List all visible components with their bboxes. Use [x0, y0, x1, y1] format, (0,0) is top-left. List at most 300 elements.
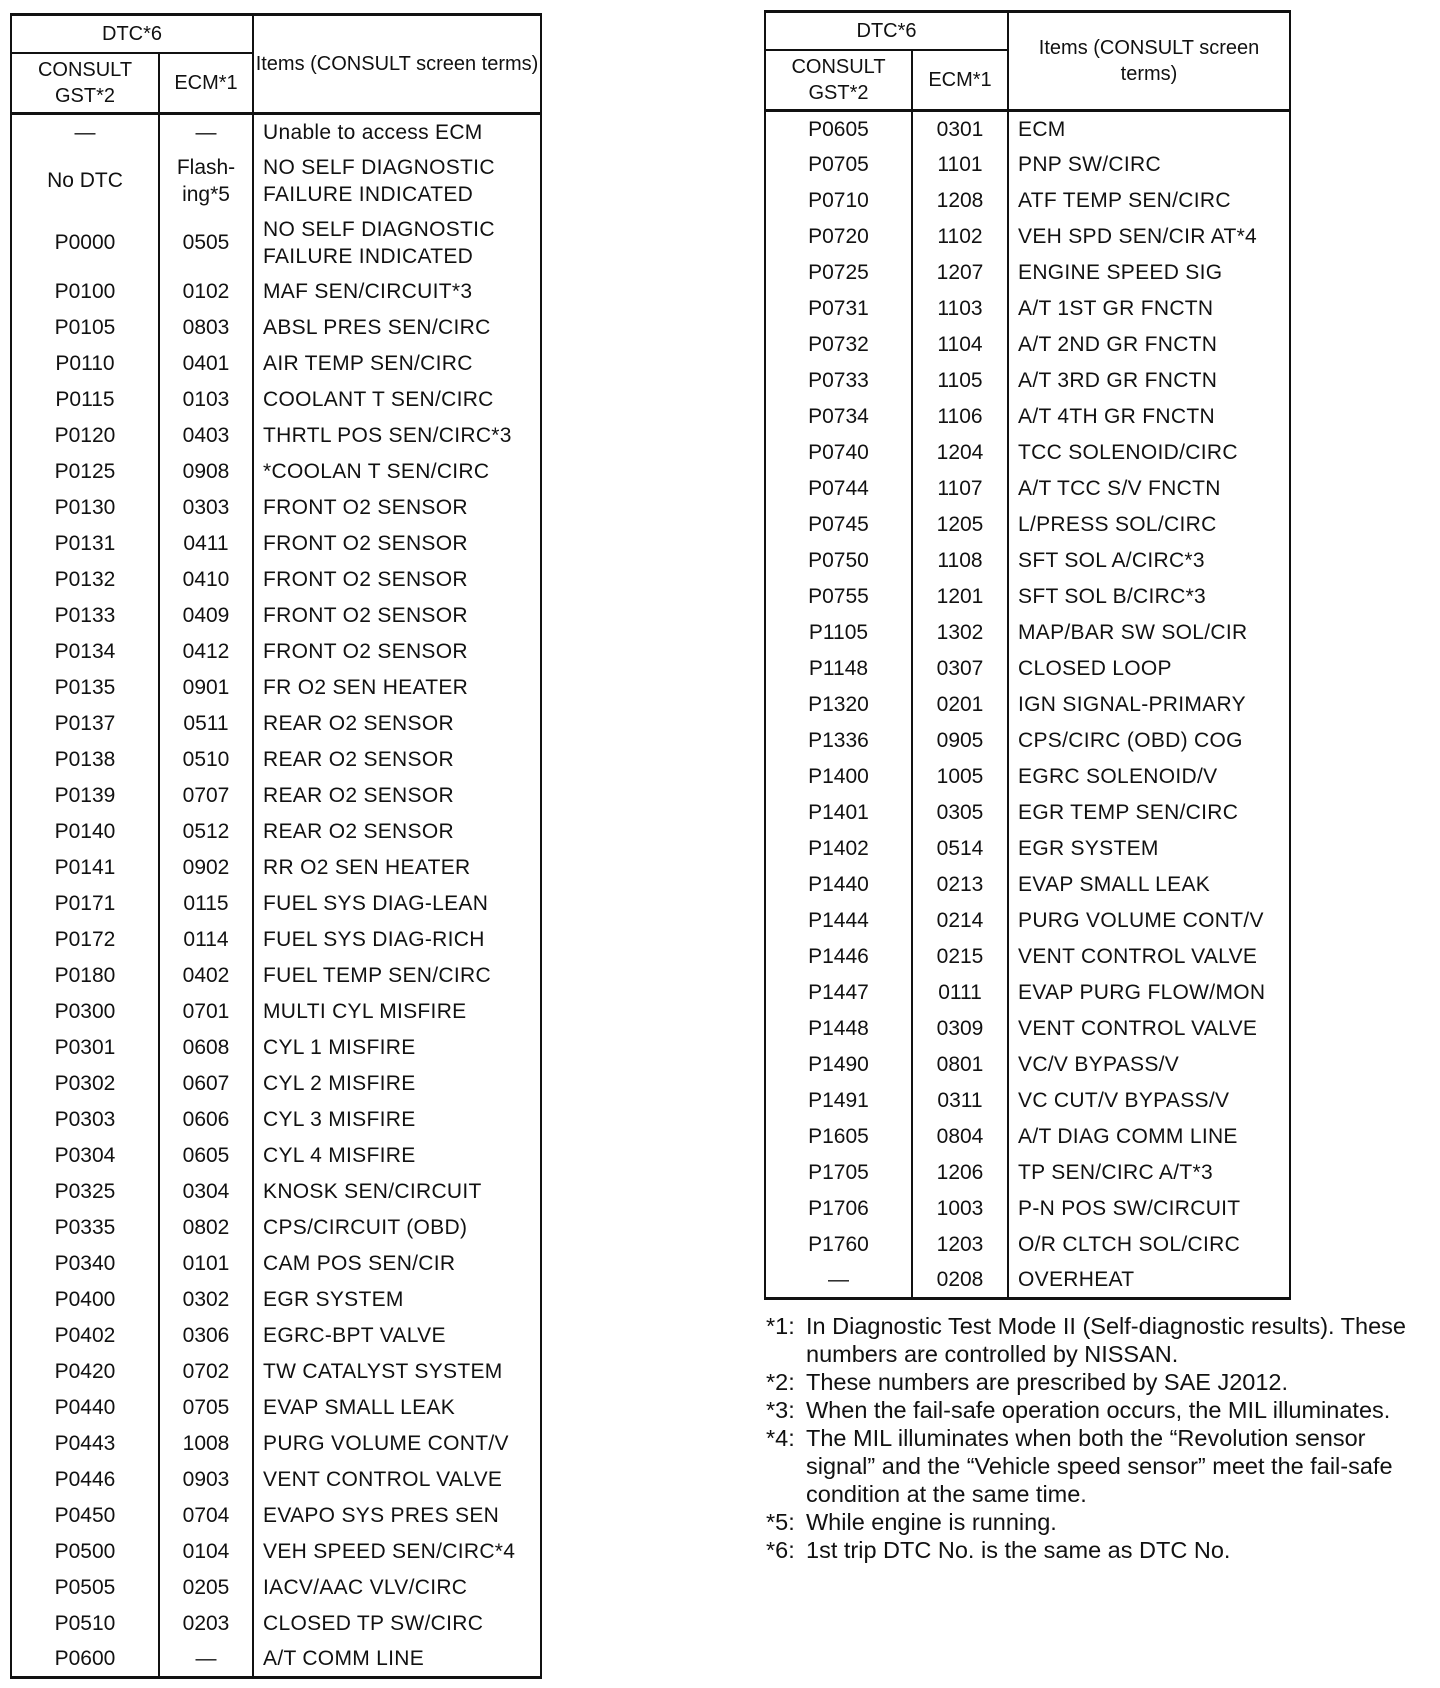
ecm-cell: 0205 — [159, 1570, 253, 1606]
consult-cell: P0000 — [11, 212, 159, 274]
consult-cell: P1705 — [765, 1155, 912, 1191]
item-cell: SFT SOL B/CIRC*3 — [1008, 579, 1290, 615]
table-row — [765, 399, 1290, 435]
consult-cell: P0440 — [11, 1390, 159, 1426]
consult-cell: P0325 — [11, 1174, 159, 1210]
item-cell: Unable to access ECM — [253, 114, 541, 150]
consult-cell: P1320 — [765, 687, 912, 723]
table-row — [765, 1011, 1290, 1047]
item-cell: TCC SOLENOID/CIRC — [1008, 435, 1290, 471]
ecm-cell: 1003 — [912, 1191, 1008, 1227]
table-row — [765, 507, 1290, 543]
consult-cell: P0745 — [765, 507, 912, 543]
item-cell: CYL 3 MISFIRE — [253, 1102, 541, 1138]
ecm-cell: — — [159, 114, 253, 150]
consult-cell: P0340 — [11, 1246, 159, 1282]
consult-cell: No DTC — [11, 150, 159, 212]
table-row — [765, 1047, 1290, 1083]
consult-cell: P1336 — [765, 723, 912, 759]
consult-cell: P0120 — [11, 418, 159, 454]
table-row — [11, 1318, 541, 1354]
item-cell: A/T 4TH GR FNCTN — [1008, 399, 1290, 435]
consult-cell: P0734 — [765, 399, 912, 435]
ecm-cell: 0514 — [912, 831, 1008, 867]
consult-cell: P0720 — [765, 219, 912, 255]
item-cell: ENGINE SPEED SIG — [1008, 255, 1290, 291]
consult-cell: P0180 — [11, 958, 159, 994]
footnote-mark: *1: — [766, 1313, 795, 1339]
table-row — [11, 310, 541, 346]
consult-cell: P1402 — [765, 831, 912, 867]
ecm-cell: 0705 — [159, 1390, 253, 1426]
table-row — [11, 562, 541, 598]
consult-cell: P0443 — [11, 1426, 159, 1462]
table-row — [11, 1462, 541, 1498]
item-cell: CPS/CIRC (OBD) COG — [1008, 723, 1290, 759]
item-cell: PURG VOLUME CONT/V — [1008, 903, 1290, 939]
consult-cell: P1148 — [765, 651, 912, 687]
consult-cell: P1444 — [765, 903, 912, 939]
consult-cell: P0133 — [11, 598, 159, 634]
footnote-text: The MIL illuminates when both the “Revolution sensor signal” and the “Vehicle speed sensor” meet the fail-safe condition at the same time. — [806, 1425, 1393, 1507]
item-cell: REAR O2 SENSOR — [253, 706, 541, 742]
consult-cell: P1447 — [765, 975, 912, 1011]
footnote-text: 1st trip DTC No. is the same as DTC No. — [806, 1537, 1231, 1563]
consult-cell: P1400 — [765, 759, 912, 795]
ecm-cell: 1105 — [912, 363, 1008, 399]
table-row — [765, 579, 1290, 615]
ecm-cell: 0411 — [159, 526, 253, 562]
table-row — [765, 183, 1290, 219]
item-cell: FUEL SYS DIAG-LEAN — [253, 886, 541, 922]
table-row — [11, 490, 541, 526]
consult-cell: P0301 — [11, 1030, 159, 1066]
table-row — [11, 1246, 541, 1282]
item-cell: VC CUT/V BYPASS/V — [1008, 1083, 1290, 1119]
consult-cell: P1446 — [765, 939, 912, 975]
ecm-cell: 0214 — [912, 903, 1008, 939]
footnote-text: When the fail-safe operation occurs, the MIL illuminates. — [806, 1397, 1391, 1423]
ecm-cell: 0702 — [159, 1354, 253, 1390]
item-cell: A/T 2ND GR FNCTN — [1008, 327, 1290, 363]
consult-cell: P0420 — [11, 1354, 159, 1390]
table-row — [765, 723, 1290, 759]
item-cell: PURG VOLUME CONT/V — [253, 1426, 541, 1462]
table-row — [11, 418, 541, 454]
consult-cell: P0732 — [765, 327, 912, 363]
item-cell: NO SELF DIAGNOSTIC FAILURE INDICATED — [253, 150, 541, 212]
ecm-cell: 0213 — [912, 867, 1008, 903]
items-header: Items (CONSULT screen terms) — [253, 15, 541, 114]
ecm-cell: 0303 — [159, 490, 253, 526]
item-cell: FRONT O2 SENSOR — [253, 598, 541, 634]
ecm-cell: 1108 — [912, 543, 1008, 579]
ecm-cell: Flash- ing*5 — [159, 150, 253, 212]
consult-cell: P0110 — [11, 346, 159, 382]
footnote — [766, 1368, 1430, 1396]
item-cell: ECM — [1008, 111, 1290, 147]
item-cell: EVAP SMALL LEAK — [253, 1390, 541, 1426]
consult-cell: P0335 — [11, 1210, 159, 1246]
consult-cell: P0505 — [11, 1570, 159, 1606]
ecm-cell: 1207 — [912, 255, 1008, 291]
consult-cell: P0705 — [765, 147, 912, 183]
ecm-cell: 0311 — [912, 1083, 1008, 1119]
footnote — [766, 1396, 1430, 1424]
consult-cell: P0132 — [11, 562, 159, 598]
table-row — [765, 1191, 1290, 1227]
table-row — [765, 1119, 1290, 1155]
ecm-cell: 0306 — [159, 1318, 253, 1354]
table-row — [765, 291, 1290, 327]
ecm-cell: 0215 — [912, 939, 1008, 975]
consult-cell: P0510 — [11, 1606, 159, 1642]
consult-cell: P0105 — [11, 310, 159, 346]
consult-cell: P0115 — [11, 382, 159, 418]
ecm-cell: 1107 — [912, 471, 1008, 507]
table-row — [11, 1282, 541, 1318]
ecm-header: ECM*1 — [159, 53, 253, 114]
item-cell: MAF SEN/CIRCUIT*3 — [253, 274, 541, 310]
footnote-mark: *2: — [766, 1369, 795, 1395]
table-row — [765, 831, 1290, 867]
consult-header: CONSULT GST*2 — [11, 53, 159, 114]
footnote — [766, 1424, 1430, 1508]
consult-cell: P0740 — [765, 435, 912, 471]
consult-cell: P0304 — [11, 1138, 159, 1174]
item-cell: NO SELF DIAGNOSTIC FAILURE INDICATED — [253, 212, 541, 274]
table-row — [11, 994, 541, 1030]
item-cell: O/R CLTCH SOL/CIRC — [1008, 1227, 1290, 1263]
ecm-cell: 0801 — [912, 1047, 1008, 1083]
ecm-cell: 1208 — [912, 183, 1008, 219]
footnote — [766, 1536, 1430, 1564]
consult-cell: P0131 — [11, 526, 159, 562]
table-row — [765, 1083, 1290, 1119]
footnote-text: These numbers are prescribed by SAE J2012. — [806, 1369, 1289, 1395]
consult-cell: P0138 — [11, 742, 159, 778]
table-row — [765, 111, 1290, 147]
table-row — [765, 147, 1290, 183]
table-row — [765, 867, 1290, 903]
consult-cell: P1440 — [765, 867, 912, 903]
item-cell: VENT CONTROL VALVE — [1008, 939, 1290, 975]
ecm-cell: 0608 — [159, 1030, 253, 1066]
item-cell: MULTI CYL MISFIRE — [253, 994, 541, 1030]
consult-cell: P0605 — [765, 111, 912, 147]
item-cell: EGR SYSTEM — [253, 1282, 541, 1318]
item-cell: ABSL PRES SEN/CIRC — [253, 310, 541, 346]
item-cell: CYL 4 MISFIRE — [253, 1138, 541, 1174]
consult-cell: P0130 — [11, 490, 159, 526]
footnote-mark: *5: — [766, 1509, 795, 1535]
item-cell: VC/V BYPASS/V — [1008, 1047, 1290, 1083]
consult-cell: P1605 — [765, 1119, 912, 1155]
item-cell: CAM POS SEN/CIR — [253, 1246, 541, 1282]
ecm-cell: 1203 — [912, 1227, 1008, 1263]
item-cell: CYL 1 MISFIRE — [253, 1030, 541, 1066]
ecm-cell: 0301 — [912, 111, 1008, 147]
item-cell: EGRC-BPT VALVE — [253, 1318, 541, 1354]
ecm-cell: 0403 — [159, 418, 253, 454]
ecm-cell: 1201 — [912, 579, 1008, 615]
item-cell: EVAP PURG FLOW/MON — [1008, 975, 1290, 1011]
consult-cell: P0725 — [765, 255, 912, 291]
ecm-cell: 0903 — [159, 1462, 253, 1498]
consult-cell: P0137 — [11, 706, 159, 742]
consult-cell: P0139 — [11, 778, 159, 814]
item-cell: CLOSED TP SW/CIRC — [253, 1606, 541, 1642]
item-cell: REAR O2 SENSOR — [253, 778, 541, 814]
table-row — [11, 742, 541, 778]
ecm-cell: 0101 — [159, 1246, 253, 1282]
table-row — [765, 219, 1290, 255]
consult-cell: P0500 — [11, 1534, 159, 1570]
ecm-cell: 0901 — [159, 670, 253, 706]
ecm-cell: 0701 — [159, 994, 253, 1030]
consult-cell: P0600 — [11, 1642, 159, 1678]
item-cell: A/T 1ST GR FNCTN — [1008, 291, 1290, 327]
consult-cell: P0733 — [765, 363, 912, 399]
dtc-header: DTC*6 — [765, 12, 1008, 51]
ecm-cell: 0401 — [159, 346, 253, 382]
consult-cell: P0303 — [11, 1102, 159, 1138]
ecm-cell: 0305 — [912, 795, 1008, 831]
table-row — [765, 471, 1290, 507]
table-row — [11, 886, 541, 922]
ecm-cell: 0908 — [159, 454, 253, 490]
items-header: Items (CONSULT screen terms) — [1008, 12, 1290, 111]
item-cell: KNOSK SEN/CIRCUIT — [253, 1174, 541, 1210]
item-cell: EGRC SOLENOID/V — [1008, 759, 1290, 795]
item-cell: IACV/AAC VLV/CIRC — [253, 1570, 541, 1606]
ecm-header: ECM*1 — [912, 50, 1008, 111]
ecm-cell: 0104 — [159, 1534, 253, 1570]
ecm-cell: 1302 — [912, 615, 1008, 651]
footnote-mark: *3: — [766, 1397, 795, 1423]
footnote-text: In Diagnostic Test Mode II (Self-diagnostic results). These numbers are controlled by NISSAN. — [806, 1313, 1406, 1367]
ecm-cell: 0505 — [159, 212, 253, 274]
consult-cell: P0400 — [11, 1282, 159, 1318]
ecm-cell: 0114 — [159, 922, 253, 958]
consult-header: CONSULT GST*2 — [765, 50, 912, 111]
ecm-cell: 0304 — [159, 1174, 253, 1210]
item-cell: PNP SW/CIRC — [1008, 147, 1290, 183]
item-cell: RR O2 SEN HEATER — [253, 850, 541, 886]
ecm-cell: 0409 — [159, 598, 253, 634]
ecm-cell: 0412 — [159, 634, 253, 670]
item-cell: FRONT O2 SENSOR — [253, 634, 541, 670]
item-cell: *COOLAN T SEN/CIRC — [253, 454, 541, 490]
ecm-cell: 0102 — [159, 274, 253, 310]
ecm-cell: 0103 — [159, 382, 253, 418]
table-row — [765, 903, 1290, 939]
table-row — [11, 814, 541, 850]
ecm-cell: 1106 — [912, 399, 1008, 435]
table-row — [11, 1210, 541, 1246]
item-cell: FRONT O2 SENSOR — [253, 526, 541, 562]
consult-cell: P0750 — [765, 543, 912, 579]
consult-cell: P0755 — [765, 579, 912, 615]
table-row — [11, 1138, 541, 1174]
table-row — [765, 255, 1290, 291]
ecm-cell: — — [159, 1642, 253, 1678]
item-cell: A/T 3RD GR FNCTN — [1008, 363, 1290, 399]
item-cell: VENT CONTROL VALVE — [253, 1462, 541, 1498]
item-cell: TP SEN/CIRC A/T*3 — [1008, 1155, 1290, 1191]
dtc-header: DTC*6 — [11, 15, 253, 54]
table-row — [11, 346, 541, 382]
table-row — [765, 939, 1290, 975]
table-row — [11, 778, 541, 814]
consult-cell: P0141 — [11, 850, 159, 886]
table-row — [765, 1263, 1290, 1299]
item-cell: EVAPO SYS PRES SEN — [253, 1498, 541, 1534]
ecm-cell: 0804 — [912, 1119, 1008, 1155]
table-row — [11, 670, 541, 706]
table-row — [11, 850, 541, 886]
item-cell: COOLANT T SEN/CIRC — [253, 382, 541, 418]
item-cell: AIR TEMP SEN/CIRC — [253, 346, 541, 382]
table-row — [11, 212, 541, 274]
ecm-cell: 0510 — [159, 742, 253, 778]
item-cell: CLOSED LOOP — [1008, 651, 1290, 687]
item-cell: SFT SOL A/CIRC*3 — [1008, 543, 1290, 579]
item-cell: A/T COMM LINE — [253, 1642, 541, 1678]
table-row — [11, 634, 541, 670]
item-cell: REAR O2 SENSOR — [253, 814, 541, 850]
table-row — [11, 1498, 541, 1534]
table-row — [11, 706, 541, 742]
ecm-cell: 1102 — [912, 219, 1008, 255]
ecm-cell: 0309 — [912, 1011, 1008, 1047]
item-cell: A/T DIAG COMM LINE — [1008, 1119, 1290, 1155]
consult-cell: P0140 — [11, 814, 159, 850]
ecm-cell: 0902 — [159, 850, 253, 886]
table-row — [11, 526, 541, 562]
item-cell: VENT CONTROL VALVE — [1008, 1011, 1290, 1047]
consult-cell: P1760 — [765, 1227, 912, 1263]
consult-cell: P0450 — [11, 1498, 159, 1534]
consult-cell: P0300 — [11, 994, 159, 1030]
ecm-cell: 1204 — [912, 435, 1008, 471]
consult-cell: P0731 — [765, 291, 912, 327]
table-row — [11, 1606, 541, 1642]
ecm-cell: 0203 — [159, 1606, 253, 1642]
item-cell: VEH SPD SEN/CIR AT*4 — [1008, 219, 1290, 255]
footnote — [766, 1508, 1430, 1536]
ecm-cell: 0208 — [912, 1263, 1008, 1299]
table-row — [11, 274, 541, 310]
ecm-cell: 0402 — [159, 958, 253, 994]
item-cell: MAP/BAR SW SOL/CIR — [1008, 615, 1290, 651]
table-row — [765, 615, 1290, 651]
table-row — [765, 1227, 1290, 1263]
table-row — [765, 759, 1290, 795]
ecm-cell: 1005 — [912, 759, 1008, 795]
item-cell: FUEL TEMP SEN/CIRC — [253, 958, 541, 994]
table-row — [11, 1174, 541, 1210]
ecm-cell: 0111 — [912, 975, 1008, 1011]
footnote-mark: *6: — [766, 1537, 795, 1563]
item-cell: VEH SPEED SEN/CIRC*4 — [253, 1534, 541, 1570]
item-cell: P-N POS SW/CIRCUIT — [1008, 1191, 1290, 1227]
table-row — [11, 1642, 541, 1678]
table-row — [11, 958, 541, 994]
consult-cell: — — [765, 1263, 912, 1299]
table-row — [11, 454, 541, 490]
ecm-cell: 0115 — [159, 886, 253, 922]
table-row — [11, 1030, 541, 1066]
ecm-cell: 0606 — [159, 1102, 253, 1138]
item-cell: EGR SYSTEM — [1008, 831, 1290, 867]
table-row — [11, 1426, 541, 1462]
consult-cell: P1401 — [765, 795, 912, 831]
ecm-cell: 0905 — [912, 723, 1008, 759]
ecm-cell: 0410 — [159, 562, 253, 598]
ecm-cell: 1206 — [912, 1155, 1008, 1191]
ecm-cell: 1205 — [912, 507, 1008, 543]
footnote — [766, 1312, 1430, 1368]
table-row — [11, 150, 541, 212]
consult-cell: P0134 — [11, 634, 159, 670]
table-row — [765, 975, 1290, 1011]
item-cell: FRONT O2 SENSOR — [253, 490, 541, 526]
ecm-cell: 0511 — [159, 706, 253, 742]
table-row — [11, 1570, 541, 1606]
ecm-cell: 0607 — [159, 1066, 253, 1102]
item-cell: CPS/CIRCUIT (OBD) — [253, 1210, 541, 1246]
consult-cell: P0172 — [11, 922, 159, 958]
table-row — [765, 651, 1290, 687]
item-cell: IGN SIGNAL-PRIMARY — [1008, 687, 1290, 723]
ecm-cell: 0307 — [912, 651, 1008, 687]
ecm-cell: 1103 — [912, 291, 1008, 327]
ecm-cell: 0802 — [159, 1210, 253, 1246]
dtc-table-right — [764, 10, 1291, 1300]
item-cell: OVERHEAT — [1008, 1263, 1290, 1299]
consult-cell: P0171 — [11, 886, 159, 922]
consult-cell: P0100 — [11, 274, 159, 310]
consult-cell: P0402 — [11, 1318, 159, 1354]
item-cell: THRTL POS SEN/CIRC*3 — [253, 418, 541, 454]
consult-cell: P0710 — [765, 183, 912, 219]
ecm-cell: 0302 — [159, 1282, 253, 1318]
table-row — [765, 687, 1290, 723]
consult-cell: P0446 — [11, 1462, 159, 1498]
table-row — [765, 327, 1290, 363]
ecm-cell: 0512 — [159, 814, 253, 850]
table-row — [11, 1354, 541, 1390]
item-cell: TW CATALYST SYSTEM — [253, 1354, 541, 1390]
consult-cell: — — [11, 114, 159, 150]
consult-cell: P0744 — [765, 471, 912, 507]
table-row — [765, 1155, 1290, 1191]
ecm-cell: 0201 — [912, 687, 1008, 723]
table-row — [11, 1390, 541, 1426]
consult-cell: P1491 — [765, 1083, 912, 1119]
item-cell: EVAP SMALL LEAK — [1008, 867, 1290, 903]
consult-cell: P0135 — [11, 670, 159, 706]
dtc-table-left — [10, 13, 542, 1679]
item-cell: REAR O2 SENSOR — [253, 742, 541, 778]
item-cell: FUEL SYS DIAG-RICH — [253, 922, 541, 958]
item-cell: FR O2 SEN HEATER — [253, 670, 541, 706]
table-row — [765, 363, 1290, 399]
item-cell: CYL 2 MISFIRE — [253, 1066, 541, 1102]
footnotes — [766, 1312, 1430, 1564]
ecm-cell: 0803 — [159, 310, 253, 346]
